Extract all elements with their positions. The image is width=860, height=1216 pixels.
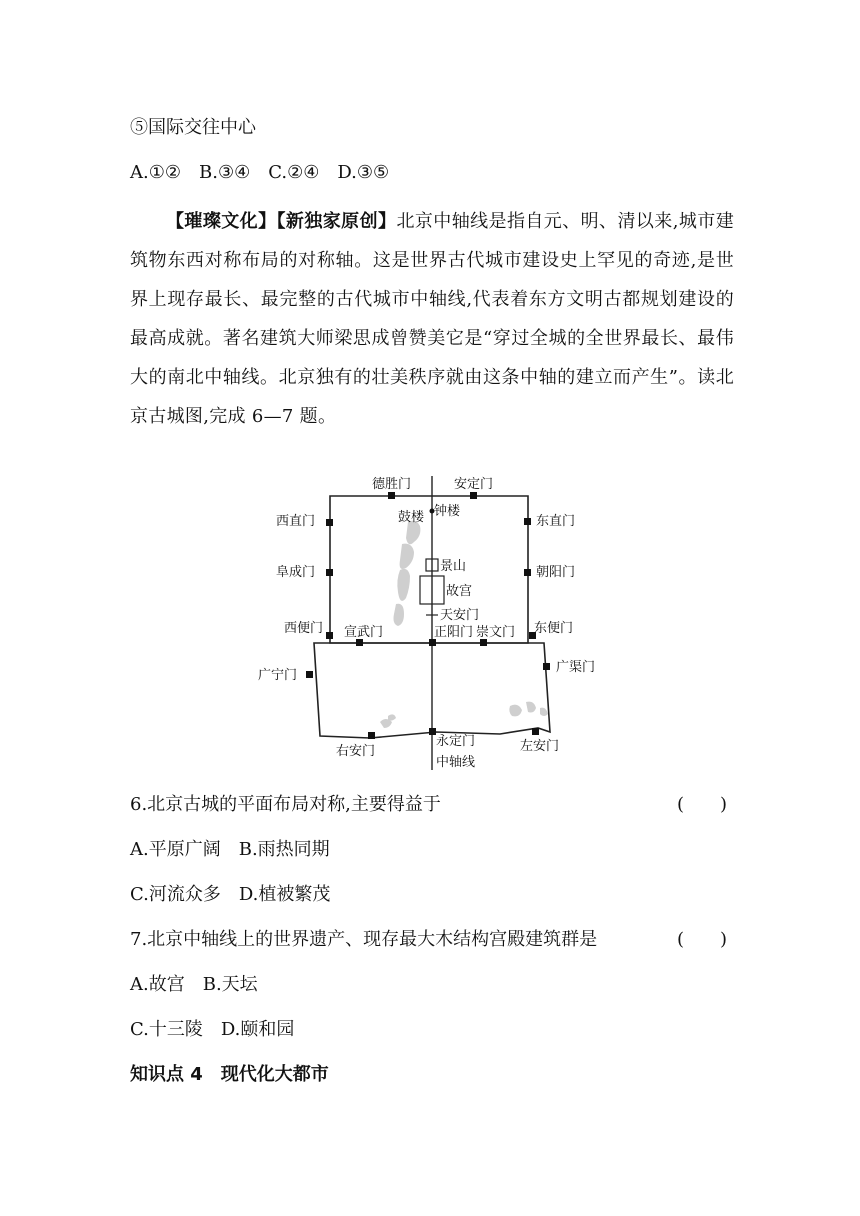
tag-culture: 【璀璨文化】	[166, 211, 277, 232]
landmark-jingshan: 景山	[440, 559, 467, 574]
gate-chongwen: 崇文门	[476, 625, 516, 640]
section-heading: 知识点 4 现代化大都市	[130, 1064, 329, 1085]
gate-desheng: 德胜门	[372, 477, 412, 492]
landmark-gugong: 故宫	[446, 584, 473, 599]
q7-choices-cd: C.十三陵 D.颐和园	[130, 1019, 295, 1040]
q7-choices-ab: A.故宫 B.天坛	[130, 974, 258, 995]
q7-answer-paren: ( )	[677, 929, 728, 950]
q6-stem: 6.北京古城的平面布局对称,主要得益于	[130, 794, 441, 815]
gate-guangqu: 广渠门	[556, 660, 596, 675]
q5-choices: A.①② B.③④ C.②④ D.③⑤	[130, 162, 390, 183]
gate-dongzhi: 东直门	[536, 514, 576, 529]
gate-anding: 安定门	[454, 477, 494, 492]
gate-xizhi: 西直门	[276, 514, 316, 529]
q6-choices-ab: A.平原广阔 B.雨热同期	[130, 839, 330, 860]
inner-city-wall	[330, 496, 528, 643]
landmark-gulou: 鼓楼	[398, 510, 425, 525]
beijing-old-city-map	[250, 470, 620, 778]
gate-chaoyang: 朝阳门	[536, 565, 576, 580]
option-5: ⑤国际交往中心	[130, 117, 256, 138]
gate-dongbian: 东便门	[534, 621, 574, 636]
reading-passage	[130, 202, 734, 436]
gate-guangning: 广宁门	[258, 668, 298, 683]
gate-youan: 右安门	[336, 744, 376, 759]
gate-xuanwu: 宣武门	[344, 625, 384, 640]
q6-answer-paren: ( )	[677, 794, 728, 815]
gate-fucheng: 阜成门	[276, 565, 316, 580]
gate-zuoan: 左安门	[520, 739, 560, 754]
q6-choices-cd: C.河流众多 D.植被繁茂	[130, 884, 331, 905]
passage-text: 北京中轴线是指自元、明、清以来,城市建筑物东西对称布局的对称轴。这是世界古代城市建设史上罕见的奇迹,是世界上现存最长、最完整的古代城市中轴线,代表着东方文明古都规划建设的最高成就。著名建筑大师梁思成曾赞美它是“穿过全城的全世界最长、最伟大的南北中轴线。北京独有的壮美秩序就由这条中轴的建立而产生”。读北京古城图,完成 6—7 题。	[130, 211, 734, 427]
gate-zhengyang: 正阳门	[434, 625, 474, 640]
gate-yongding: 永定门	[436, 734, 476, 749]
axis-label: 中轴线	[436, 755, 476, 770]
gate-xibian: 西便门	[284, 621, 324, 636]
tag-original: 【新独家原创】	[276, 211, 397, 232]
landmark-tiananmen: 天安门	[440, 608, 480, 623]
q7-stem: 7.北京中轴线上的世界遗产、现存最大木结构宫殿建筑群是	[130, 929, 598, 950]
landmark-zhonglou: 钟楼	[434, 504, 461, 519]
